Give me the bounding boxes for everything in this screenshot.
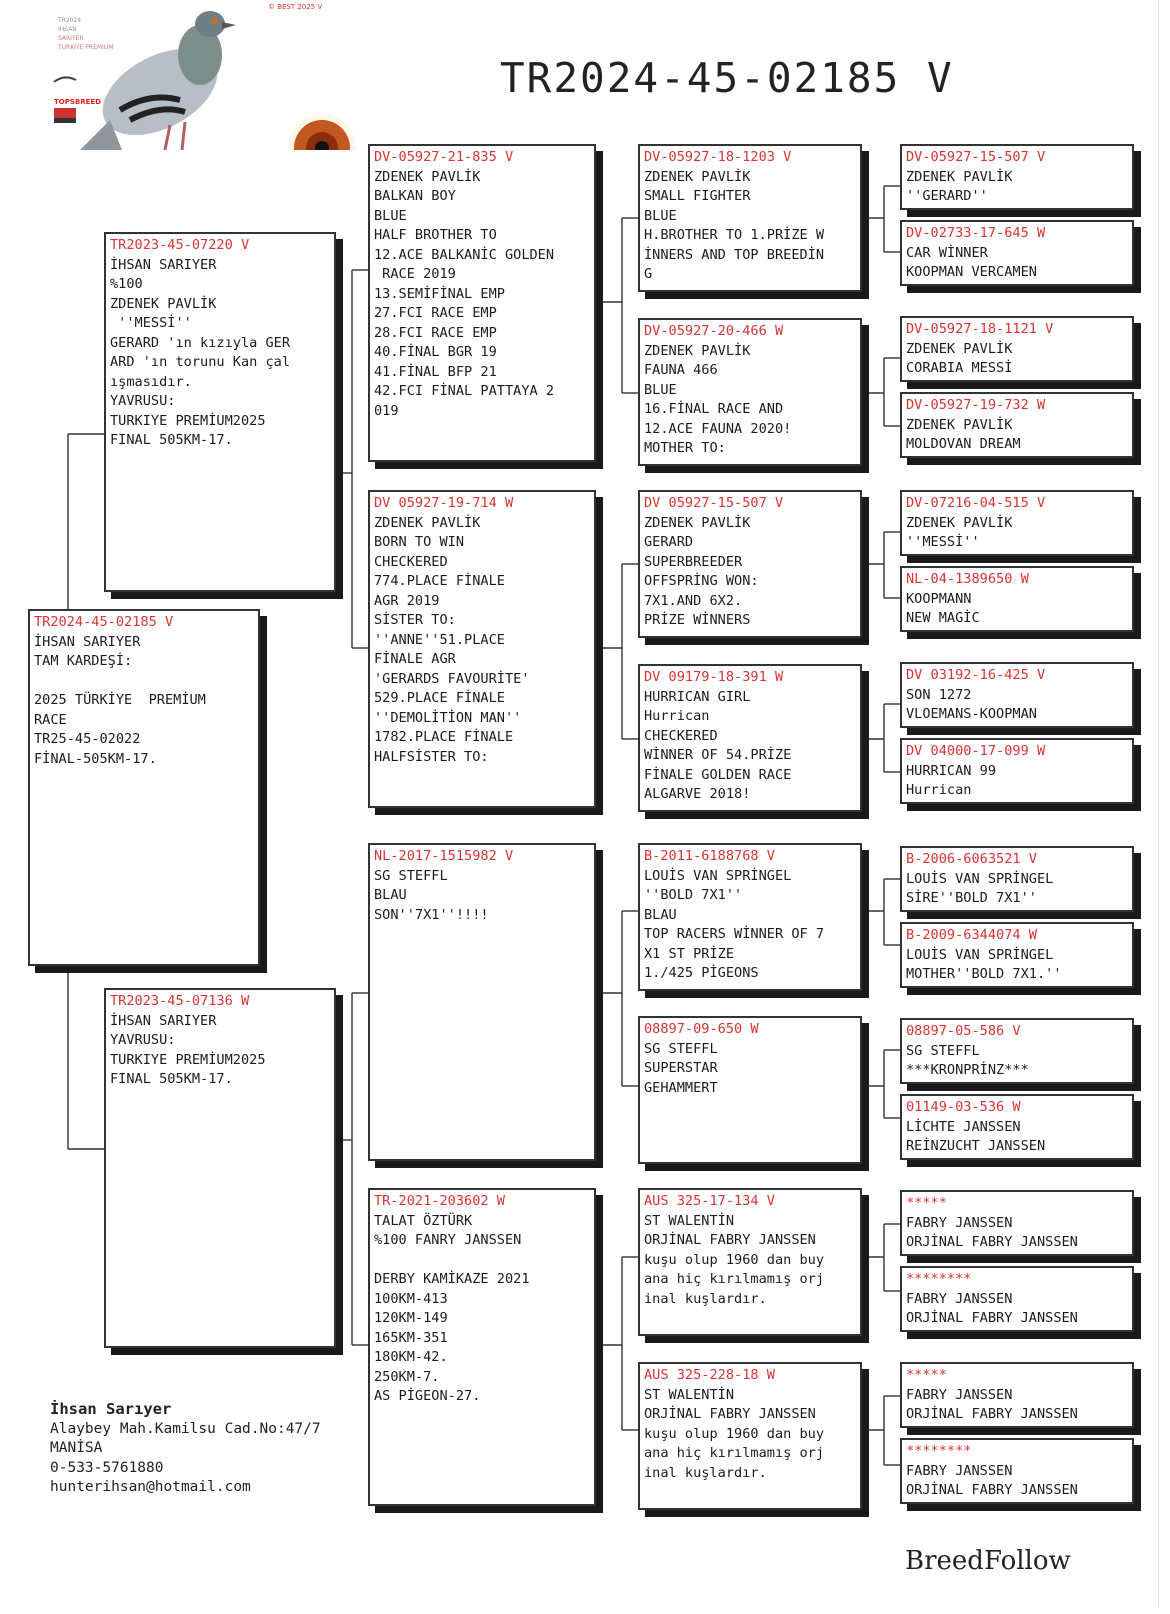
pigeon-info-line: 180KM-42. — [374, 1349, 448, 1365]
ring-number: DV-05927-21-835 V — [374, 149, 514, 165]
pigeon-info-line: ''MESSİ'' — [110, 315, 192, 331]
pigeon-info-line: HURRICAN 99 — [906, 762, 997, 779]
logo-top-text: © BEST 2025 V — [268, 3, 323, 11]
pigeon-info-line: MOTHER''BOLD 7X1.'' — [906, 966, 1062, 982]
pigeon-info-line: 12.ACE BALKANİC GOLDEN — [374, 246, 555, 263]
pigeon-info-line: %100 — [110, 276, 143, 292]
pigeon-info-line: ZDENEK PAVLİK — [374, 514, 481, 531]
dam-card[interactable] — [104, 988, 336, 1348]
pigeon-info-line: SMALL FIGHTER — [644, 188, 751, 204]
grandparent-card[interactable] — [368, 144, 596, 462]
pigeon-info-line: BLUE — [374, 207, 407, 224]
pigeon-info-line: ZDENEK PAVLİK — [906, 168, 1013, 185]
gg-grandparent-card[interactable] — [900, 1362, 1134, 1428]
great-grandparent-card[interactable] — [638, 490, 862, 638]
pigeon-info-line: ALGARVE 2018! — [644, 786, 751, 802]
ring-number: B-2009-6344074 W — [906, 927, 1037, 943]
pigeon-info-line: BLAU — [374, 887, 407, 903]
logo-brand-text: TOPSBREED — [54, 98, 101, 106]
gg-grandparent-card[interactable] — [900, 1018, 1134, 1084]
pigeon-info-line: HURRICAN GIRL — [644, 688, 751, 705]
pigeon-info-line: TAM KARDEŞİ: — [34, 653, 133, 669]
gg-grandparent-card[interactable] — [900, 316, 1134, 382]
breeder-phone: 0-533-5761880 — [50, 1459, 164, 1476]
pigeon-info-line: HALFSİSTER TO: — [374, 748, 489, 765]
pigeon-info-line: FINAL 505KM-17. — [110, 432, 233, 448]
pigeon-info-line: FİNAL-505KM-17. — [34, 750, 157, 767]
great-grandparent-card[interactable] — [638, 664, 862, 812]
logo-mini-line: IHSAN — [58, 26, 77, 33]
great-grandparent-card[interactable] — [638, 318, 862, 466]
great-grandparent-card[interactable] — [638, 843, 862, 991]
pigeon-info-line: ORJİNAL FABRY JANSSEN — [644, 1406, 816, 1422]
pigeon-info-line: ST WALENTİN — [644, 1212, 735, 1229]
pigeon-info-line: 40.FİNAL BGR 19 — [374, 344, 497, 360]
gg-grandparent-card[interactable] — [900, 1438, 1134, 1504]
pigeon-info-line: OFFSPRİNG WON: — [644, 573, 759, 589]
ring-number: DV 04000-17-099 W — [906, 743, 1046, 759]
pigeon-info-line: ORJİNAL FABRY JANSSEN — [644, 1232, 816, 1248]
pigeon-info-line — [374, 1251, 590, 1271]
pigeon-info-line: LOUİS VAN SPRİNGEL — [906, 946, 1054, 963]
pigeon-info-line: NEW MAGİC — [906, 610, 980, 626]
ring-number: DV 05927-19-714 W — [374, 495, 514, 511]
pigeon-info-line: GERARD — [644, 534, 694, 550]
ring-number: 08897-09-650 W — [644, 1021, 759, 1037]
pigeon-info-line: TURKIYE PREMİUM2025 — [110, 412, 266, 429]
pigeon-info-line — [34, 672, 254, 692]
gg-grandparent-card[interactable] — [900, 144, 1134, 210]
pigeon-info-line: CHECKERED — [644, 727, 718, 744]
pigeon-info-line: 165KM-351 — [374, 1329, 448, 1346]
pigeon-info-line: 28.FCI RACE EMP — [374, 324, 497, 341]
pigeon-info-line: FİNALE GOLDEN RACE — [644, 766, 792, 783]
gg-grandparent-card[interactable] — [900, 662, 1134, 728]
pigeon-info-line: 2025 TÜRKİYE PREMİUM — [34, 692, 206, 708]
breeder-contact — [50, 1400, 321, 1498]
pigeon-info-line: SG STEFFL — [906, 1042, 980, 1059]
gg-grandparent-card[interactable] — [900, 566, 1134, 632]
pigeon-info-line: 250KM-7. — [374, 1368, 440, 1385]
ring-number: DV-05927-20-466 W — [644, 323, 784, 339]
pigeon-info-line: KOOPMAN VERCAMEN — [906, 264, 1037, 280]
breeder-city: MANİSA — [50, 1440, 103, 1456]
pigeon-info-line: TOP RACERS WİNNER OF 7 — [644, 926, 825, 942]
pigeon-info-line: BLUE — [644, 381, 677, 398]
ring-number: DV 05927-15-507 V — [644, 495, 784, 511]
pigeon-info-line: YAVRUSU: — [110, 1032, 176, 1048]
pigeon-info-line: FABRY JANSSEN — [906, 1290, 1013, 1307]
ring-number: DV 03192-16-425 V — [906, 667, 1046, 683]
pigeon-info-line: WİNNER OF 54.PRİZE — [644, 747, 792, 763]
pigeon-info-line: SG STEFFL — [644, 1040, 718, 1057]
pigeon-info-line: ''ANNE''51.PLACE — [374, 631, 505, 648]
gg-grandparent-card[interactable] — [900, 846, 1134, 912]
pigeon-info-line: İHSAN SARIYER — [34, 633, 141, 650]
logo-mini-line: SARIYER — [58, 35, 84, 42]
pigeon-info-line: 774.PLACE FİNALE — [374, 573, 505, 589]
ring-number: ******** — [906, 1271, 972, 1287]
pigeon-info-line: SON 1272 — [906, 686, 972, 703]
pigeon-info-line: SON''7X1''!!!! — [374, 906, 489, 923]
ring-number: B-2011-6188768 V — [644, 848, 775, 864]
pigeon-info-line: MOTHER TO: — [644, 440, 726, 456]
ring-number: AUS 325-17-134 V — [644, 1193, 775, 1209]
ring-number: 08897-05-586 V — [906, 1023, 1021, 1039]
pigeon-info-line: 27.FCI RACE EMP — [374, 305, 497, 321]
pigeon-info-line: GERARD 'ın kızıyla GER — [110, 334, 291, 351]
pigeon-info-line: H.BROTHER TO 1.PRİZE W — [644, 227, 825, 243]
pigeon-info-line: İHSAN SARIYER — [110, 1012, 217, 1029]
pigeon-info-line: BORN TO WIN — [374, 534, 465, 550]
great-grandparent-card[interactable] — [638, 144, 862, 292]
pigeon-info-line: ORJİNAL FABRY JANSSEN — [906, 1234, 1078, 1250]
pigeon-info-line: inal kuşlardır. — [644, 1464, 767, 1481]
pigeon-info-line: ZDENEK PAVLİK — [644, 168, 751, 185]
pigeon-info-line: inal kuşlardır. — [644, 1290, 767, 1307]
pigeon-info-line: ORJİNAL FABRY JANSSEN — [906, 1310, 1078, 1326]
ring-number: ***** — [906, 1195, 947, 1211]
ring-number: TR2023-45-07220 V — [110, 237, 250, 253]
pigeon-info-line: 019 — [374, 402, 399, 419]
ring-number: DV-05927-19-732 W — [906, 397, 1046, 413]
pigeon-info-line: TALAT ÖZTÜRK — [374, 1212, 473, 1229]
pigeon-info-line: %100 FANRY JANSSEN — [374, 1232, 522, 1248]
pigeon-info-line: 1./425 PİGEONS — [644, 965, 759, 981]
breeder-name: İhsan Sarıyer — [50, 1400, 172, 1418]
pigeon-info-line: CAR WİNNER — [906, 244, 988, 261]
pigeon-info-line: AS PİGEON-27. — [374, 1388, 481, 1404]
pigeon-info-line: kuşu olup 1960 dan buy — [644, 1425, 825, 1442]
pigeon-info-line: Hurrican — [906, 782, 972, 798]
pigeon-info-line: BLUE — [644, 207, 677, 224]
pigeon-info-line: ARD 'ın torunu Kan çal — [110, 354, 291, 370]
pigeon-info-line: ST WALENTİN — [644, 1386, 735, 1403]
pigeon-info-line: İNNERS AND TOP BREEDİN — [644, 246, 825, 263]
pigeon-info-line: 529.PLACE FİNALE — [374, 690, 505, 706]
pigeon-info-line: FINAL 505KM-17. — [110, 1071, 233, 1087]
pigeon-info-line: ana hiç kırılmamış orj — [644, 1445, 825, 1461]
pigeon-info-line: ''MESSİ'' — [906, 534, 980, 550]
ring-number: NL-04-1389650 W — [906, 571, 1029, 587]
pigeon-info-line: 7X1.AND 6X2. — [644, 592, 743, 609]
pigeon-info-line: İHSAN SARIYER — [110, 256, 217, 273]
gg-grandparent-card[interactable] — [900, 738, 1134, 804]
pigeon-info-line: FABRY JANSSEN — [906, 1214, 1013, 1231]
pigeon-info-line: 120KM-149 — [374, 1310, 448, 1326]
ring-number: AUS 325-228-18 W — [644, 1367, 775, 1383]
pigeon-info-line: ZDENEK PAVLİK — [644, 514, 751, 531]
ring-number: DV-02733-17-645 W — [906, 225, 1046, 241]
subject-card[interactable] — [28, 609, 260, 966]
pigeon-info-line: Hurrican — [644, 708, 710, 724]
pigeon-info-line: REİNZUCHT JANSSEN — [906, 1138, 1046, 1154]
great-grandparent-card[interactable] — [638, 1362, 862, 1510]
pigeon-info-line: ORJİNAL FABRY JANSSEN — [906, 1406, 1078, 1422]
gg-grandparent-card[interactable] — [900, 1094, 1134, 1160]
pigeon-info-line: LOUİS VAN SPRİNGEL — [644, 867, 792, 884]
gg-grandparent-card[interactable] — [900, 392, 1134, 458]
grandparent-card[interactable] — [368, 490, 596, 808]
ring-number: ***** — [906, 1367, 947, 1383]
pigeon-info-line: CHECKERED — [374, 553, 448, 570]
ring-number: TR-2021-203602 W — [374, 1193, 505, 1209]
ring-number: ******** — [906, 1443, 972, 1459]
pigeon-info-line: kuşu olup 1960 dan buy — [644, 1251, 825, 1268]
pigeon-info-line: SUPERSTAR — [644, 1060, 718, 1076]
pigeon-info-line: RACE 2019 — [374, 266, 456, 282]
pigeon-info-line: MOLDOVAN DREAM — [906, 436, 1021, 452]
logo-mini-line: TR2024 — [58, 17, 82, 24]
pigeon-info-line: YAVRUSU: — [110, 393, 176, 409]
ring-number: TR2023-45-07136 W — [110, 993, 250, 1009]
pigeon-info-line: 100KM-413 — [374, 1290, 448, 1307]
pigeon-info-line: 16.FİNAL RACE AND — [644, 401, 784, 417]
pigeon-info-line: VLOEMANS-KOOPMAN — [906, 706, 1037, 722]
pigeon-info-line: ''DEMOLİTİON MAN'' — [374, 709, 522, 726]
great-grandparent-card[interactable] — [638, 1188, 862, 1336]
pigeon-info-line: GEHAMMERT — [644, 1079, 718, 1096]
ring-number: DV-05927-15-507 V — [906, 149, 1046, 165]
breeder-address: Alaybey Mah.Kamilsu Cad.No:47/7 — [50, 1420, 321, 1437]
breeder-email[interactable]: hunterihsan@hotmail.com — [50, 1479, 251, 1495]
pigeon-info-line: ZDENEK PAVLİK — [110, 295, 217, 312]
pigeon-info-line: AGR 2019 — [374, 592, 440, 609]
pigeon-info-line: SUPERBREEDER — [644, 553, 743, 570]
ring-number: DV 09179-18-391 W — [644, 669, 784, 685]
great-grandparent-card[interactable] — [638, 1016, 862, 1164]
pigeon-info-line: 42.FCI FİNAL PATTAYA 2 — [374, 383, 555, 399]
pigeon-info-line: ZDENEK PAVLİK — [644, 342, 751, 359]
grandparent-card[interactable] — [368, 1188, 596, 1506]
ring-number: DV-07216-04-515 V — [906, 495, 1046, 511]
sire-card[interactable] — [104, 232, 336, 592]
pigeon-info-line: FİNALE AGR — [374, 651, 456, 667]
pigeon-info-line: LİCHTE JANSSEN — [906, 1118, 1021, 1135]
pigeon-info-line: G — [644, 266, 653, 282]
pigeon-info-line: FABRY JANSSEN — [906, 1386, 1013, 1403]
pigeon-info-line: X1 ST PRİZE — [644, 945, 735, 962]
ring-number: NL-2017-1515982 V — [374, 848, 514, 864]
ring-number: TR2024-45-02185 V — [34, 614, 174, 630]
pigeon-info-line: SİRE''BOLD 7X1'' — [906, 890, 1037, 906]
pigeon-info-line: ZDENEK PAVLİK — [906, 416, 1013, 433]
footer-brand: BreedFollow — [905, 1546, 1071, 1576]
pigeon-info-line: 41.FİNAL BFP 21 — [374, 363, 497, 380]
pigeon-info-line: PRİZE WİNNERS — [644, 612, 751, 628]
pigeon-info-line: RACE — [34, 711, 67, 728]
pigeon-info-line: ''BOLD 7X1'' — [644, 887, 743, 903]
pigeon-info-line: SİSTER TO: — [374, 612, 456, 628]
pigeon-info-line: TR25-45-02022 — [34, 731, 141, 747]
grandparent-card[interactable] — [368, 843, 596, 1161]
pigeon-info-line: ZDENEK PAVLİK — [374, 168, 481, 185]
pigeon-info-line: BALKAN BOY — [374, 188, 456, 204]
pigeon-info-line: ZDENEK PAVLİK — [906, 340, 1013, 357]
pigeon-info-line: SG STEFFL — [374, 867, 448, 884]
pigeon-info-line: CORABIA MESSİ — [906, 360, 1013, 376]
gg-grandparent-card[interactable] — [900, 220, 1134, 286]
pigeon-info-line: DERBY KAMİKAZE 2021 — [374, 1271, 530, 1287]
ring-number: DV-05927-18-1203 V — [644, 149, 792, 165]
page-title: TR2024-45-02185 V — [500, 54, 954, 102]
pigeon-info-line: ''GERARD'' — [906, 188, 988, 204]
pigeon-info-line: FABRY JANSSEN — [906, 1462, 1013, 1479]
gg-grandparent-card[interactable] — [900, 1190, 1134, 1256]
pigeon-info-line: 12.ACE FAUNA 2020! — [644, 420, 792, 437]
pigeon-info-line: ışmasıdır. — [110, 373, 192, 390]
pigeon-info-line: BLAU — [644, 906, 677, 923]
pigeon-info-line: KOOPMANN — [906, 590, 972, 607]
pigeon-info-line: FAUNA 466 — [644, 362, 718, 378]
ring-number: B-2006-6063521 V — [906, 851, 1037, 867]
gg-grandparent-card[interactable] — [900, 922, 1134, 988]
pigeon-info-line: ***KRONPRİNZ*** — [906, 1062, 1029, 1078]
pigeon-info-line: ZDENEK PAVLİK — [906, 514, 1013, 531]
pigeon-info-line: ana hiç kırılmamış orj — [644, 1271, 825, 1287]
pigeon-info-line: 'GERARDS FAVOURİTE' — [374, 670, 530, 687]
logo-mini-line: TURKIYE PREMIUM — [58, 44, 114, 51]
gg-grandparent-card[interactable] — [900, 490, 1134, 556]
pigeon-info-line: 1782.PLACE FİNALE — [374, 729, 514, 745]
pigeon-info-line: TURKIYE PREMİUM2025 — [110, 1051, 266, 1068]
ring-number: DV-05927-18-1121 V — [906, 321, 1054, 337]
ring-number: 01149-03-536 W — [906, 1099, 1021, 1115]
pigeon-info-line: HALF BROTHER TO — [374, 227, 497, 243]
pigeon-info-line: ORJİNAL FABRY JANSSEN — [906, 1482, 1078, 1498]
pigeon-info-line: 13.SEMİFİNAL EMP — [374, 285, 505, 302]
gg-grandparent-card[interactable] — [900, 1266, 1134, 1332]
pigeon-info-line: LOUİS VAN SPRİNGEL — [906, 870, 1054, 887]
